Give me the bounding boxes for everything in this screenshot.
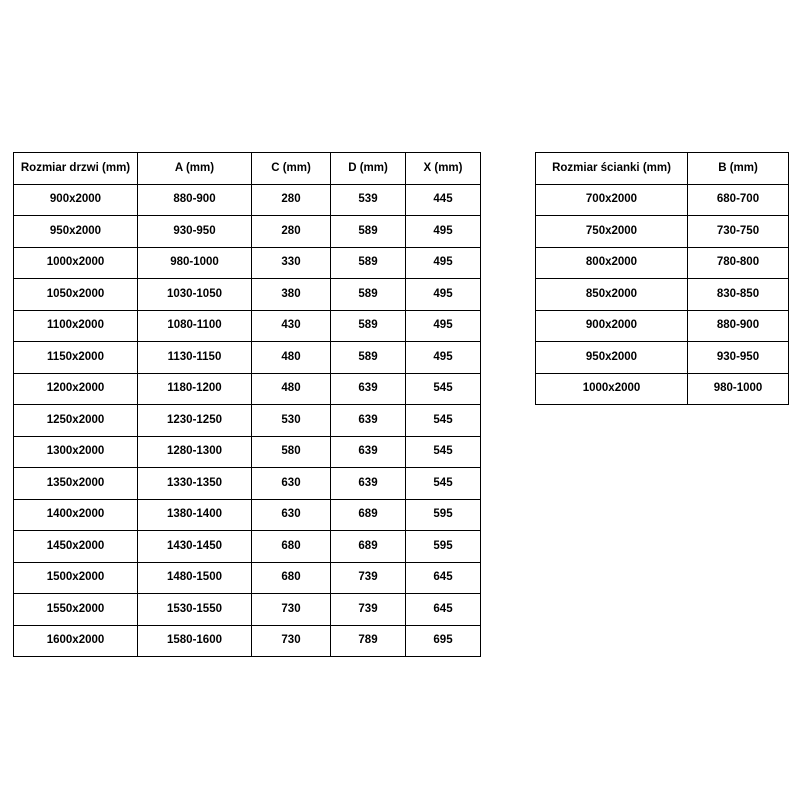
table-row [14,436,481,468]
cell-a: 1530-1550 [138,594,252,626]
cell-c: 630 [252,499,331,531]
cell-x: 495 [406,342,481,374]
cell-c: 730 [252,625,331,657]
cell-d: 589 [331,216,406,248]
cell-d: 589 [331,310,406,342]
cell-size: 1050x2000 [14,279,138,311]
cell-size: 850x2000 [536,279,688,311]
cell-d: 539 [331,184,406,216]
cell-d: 589 [331,247,406,279]
cell-x: 545 [406,405,481,437]
cell-size: 1350x2000 [14,468,138,500]
cell-d: 739 [331,562,406,594]
cell-x: 445 [406,184,481,216]
table-row [14,373,481,405]
table-row [14,184,481,216]
cell-size: 1400x2000 [14,499,138,531]
cell-c: 730 [252,594,331,626]
cell-size: 700x2000 [536,184,688,216]
table-row [536,310,789,342]
cell-c: 480 [252,342,331,374]
wall-panel-spec-table [535,152,789,405]
cell-a: 1380-1400 [138,499,252,531]
cell-x: 595 [406,531,481,563]
cell-b: 730-750 [688,216,789,248]
table-row [14,468,481,500]
cell-b: 980-1000 [688,373,789,405]
cell-a: 980-1000 [138,247,252,279]
cell-c: 280 [252,216,331,248]
cell-size: 1000x2000 [536,373,688,405]
table-row [14,562,481,594]
cell-c: 280 [252,184,331,216]
table-row [536,342,789,374]
cell-a: 1580-1600 [138,625,252,657]
cell-x: 695 [406,625,481,657]
cell-d: 589 [331,279,406,311]
cell-c: 530 [252,405,331,437]
cell-c: 580 [252,436,331,468]
table-row [14,216,481,248]
table-row [14,625,481,657]
cell-a: 1430-1450 [138,531,252,563]
cell-size: 1150x2000 [14,342,138,374]
table-row [536,373,789,405]
cell-c: 330 [252,247,331,279]
cell-size: 1100x2000 [14,310,138,342]
wall-table-body [536,184,789,405]
cell-x: 495 [406,247,481,279]
cell-size: 1200x2000 [14,373,138,405]
cell-size: 1300x2000 [14,436,138,468]
table-row [14,499,481,531]
table-row [536,247,789,279]
cell-a: 1480-1500 [138,562,252,594]
table-row [14,310,481,342]
column-header-rozmiar-scianki: Rozmiar ścianki (mm) [536,153,688,185]
cell-size: 900x2000 [536,310,688,342]
cell-x: 495 [406,216,481,248]
cell-x: 545 [406,468,481,500]
cell-b: 680-700 [688,184,789,216]
wall-table-header [536,153,789,185]
table-row [536,184,789,216]
cell-size: 950x2000 [536,342,688,374]
cell-size: 1000x2000 [14,247,138,279]
cell-size: 750x2000 [536,216,688,248]
cell-a: 1280-1300 [138,436,252,468]
cell-size: 1550x2000 [14,594,138,626]
column-header-x: X (mm) [406,153,481,185]
cell-d: 789 [331,625,406,657]
table-row [536,216,789,248]
cell-size: 1250x2000 [14,405,138,437]
cell-d: 739 [331,594,406,626]
cell-c: 380 [252,279,331,311]
column-header-c: C (mm) [252,153,331,185]
cell-a: 1030-1050 [138,279,252,311]
cell-b: 830-850 [688,279,789,311]
cell-c: 430 [252,310,331,342]
cell-a: 1230-1250 [138,405,252,437]
cell-size: 800x2000 [536,247,688,279]
cell-a: 1080-1100 [138,310,252,342]
cell-c: 680 [252,562,331,594]
doors-table-header [14,153,481,185]
cell-c: 680 [252,531,331,563]
cell-b: 780-800 [688,247,789,279]
doors-spec-table [13,152,481,657]
table-header-row [14,153,481,185]
cell-size: 1450x2000 [14,531,138,563]
cell-d: 689 [331,531,406,563]
cell-x: 645 [406,594,481,626]
table-row [14,405,481,437]
cell-size: 1500x2000 [14,562,138,594]
table-row [14,342,481,374]
cell-x: 645 [406,562,481,594]
table-row [14,594,481,626]
table-row [536,279,789,311]
cell-d: 639 [331,436,406,468]
table-row [14,531,481,563]
cell-b: 880-900 [688,310,789,342]
table-row [14,247,481,279]
table-header-row [536,153,789,185]
cell-a: 1130-1150 [138,342,252,374]
cell-c: 480 [252,373,331,405]
cell-d: 589 [331,342,406,374]
cell-x: 595 [406,499,481,531]
doors-table-body [14,184,481,657]
cell-x: 495 [406,279,481,311]
cell-a: 1180-1200 [138,373,252,405]
column-header-a: A (mm) [138,153,252,185]
cell-x: 495 [406,310,481,342]
column-header-rozmiar-drzwi: Rozmiar drzwi (mm) [14,153,138,185]
cell-d: 689 [331,499,406,531]
cell-d: 639 [331,405,406,437]
cell-a: 1330-1350 [138,468,252,500]
column-header-b: B (mm) [688,153,789,185]
cell-size: 900x2000 [14,184,138,216]
cell-c: 630 [252,468,331,500]
cell-b: 930-950 [688,342,789,374]
cell-a: 880-900 [138,184,252,216]
table-row [14,279,481,311]
cell-x: 545 [406,373,481,405]
column-header-d: D (mm) [331,153,406,185]
cell-x: 545 [406,436,481,468]
cell-d: 639 [331,373,406,405]
cell-size: 950x2000 [14,216,138,248]
cell-a: 930-950 [138,216,252,248]
cell-size: 1600x2000 [14,625,138,657]
cell-d: 639 [331,468,406,500]
